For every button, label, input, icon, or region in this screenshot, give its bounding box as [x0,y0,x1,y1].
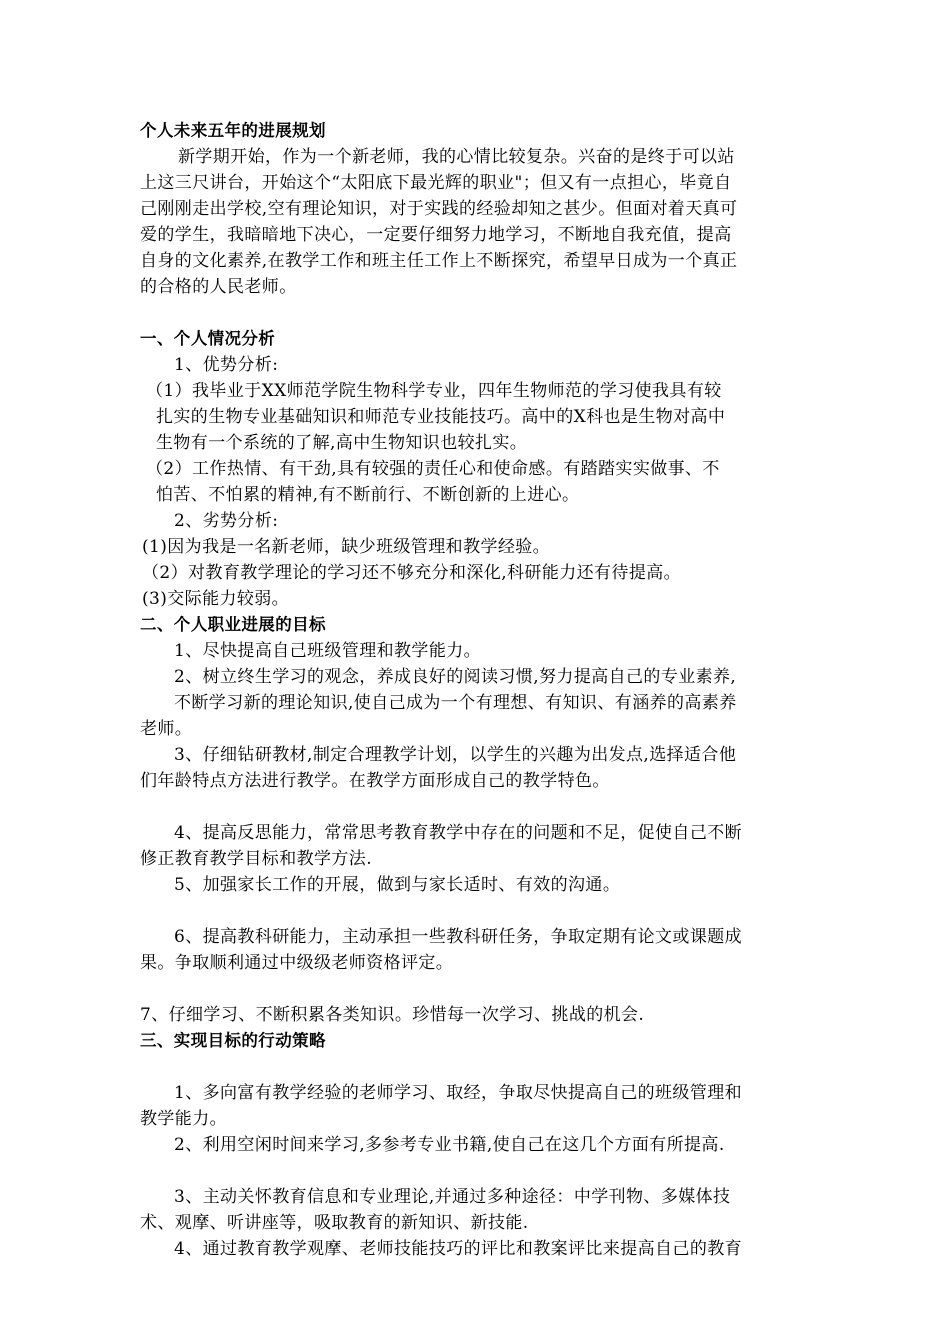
paragraph-line: 1、尽快提高自己班级管理和教学能力。 [174,641,482,661]
spacer [140,898,812,924]
intro-line: 己刚刚走出学校,空有理论知识，对于实践的经验却知之甚少。但面对着天真可 [140,199,738,219]
intro-line: 自身的文化素养,在教学工作和班主任工作上不断探究，希望早日成为一个真正 [140,251,738,271]
spacer [140,1158,812,1184]
paragraph-line: 怕苦、不怕累的精神,有不断前行、不断创新的上进心。 [156,485,580,505]
section-heading: 三、实现目标的行动策略 [140,1031,326,1050]
paragraph-line: 4、提高反思能力，常常思考教育教学中存在的问题和不足，促使自己不断 [174,823,743,843]
intro-line: 爱的学生，我暗暗地下决心，一定要仔细努力地学习，不断地自我充值，提高 [140,225,732,245]
paragraph-line: 2、树立终生学习的观念，养成良好的阅读习惯,努力提高自己的专业素养, [174,667,737,687]
paragraph-line: 教学能力。 [140,1109,227,1129]
paragraph-line: 果。争取顺利通过中级级老师资格评定。 [140,953,454,973]
paragraph-line: 3、仔细钻研教材,制定合理教学计划，以学生的兴趣为出发点,选择适合他 [174,745,737,765]
paragraph-line: 生物有一个系统的了解,高中生物知识也较扎实。 [156,433,528,453]
paragraph-line: 1、多向富有教学经验的老师学习、取经，争取尽快提高自己的班级管理和 [174,1083,743,1103]
paragraph-line: 7、仔细学习、不断积累各类知识。珍惜每一次学习、挑战的机会. [140,1005,645,1025]
paragraph-line: 3、主动关怀教育信息和专业理论,并通过多种途径：中学刊物、多媒体技 [174,1187,731,1207]
paragraph-line: 术、观摩、听讲座等，吸取教育的新知识、新技能. [140,1213,529,1233]
spacer [140,794,812,820]
section-heading: 一、个人情况分析 [140,329,276,348]
paragraph-line: 不断学习新的理论知识,使自己成为一个有理想、有知识、有涵养的高素养 [174,693,737,713]
intro-line: 的合格的人民老师。 [140,277,297,297]
paragraph-line: 修正教育教学目标和教学方法. [140,849,373,869]
paragraph-line: （1）我毕业于XX师范学院生物科学专业，四年生物师范的学习使我具有较 [146,381,722,401]
paragraph-line: (3)交际能力较弱。 [142,589,290,609]
paragraph-line: （2）工作热情、有干劲,具有较强的责任心和使命感。有踏踏实实做事、不 [146,459,720,479]
intro-line: 新学期开始，作为一个新老师，我的心情比较复杂。兴奋的是终于可以站 [178,147,735,167]
paragraph-line: 4、通过教育教学观摩、老师技能技巧的评比和教案评比来提高自己的教育 [174,1239,743,1259]
paragraph-line: （2）对教育教学理论的学习还不够充分和深化,科研能力还有待提高。 [142,563,682,583]
document-page [140,118,812,1262]
paragraph-line: 们年龄特点方法进行教学。在教学方面形成自己的教学特色。 [140,771,610,791]
section-heading: 二、个人职业进展的目标 [140,615,326,634]
spacer [140,300,812,326]
spacer [140,1054,812,1080]
paragraph-line: 老师。 [140,719,193,739]
paragraph-line: 扎实的生物专业基础知识和师范专业技能技巧。高中的X科也是生物对高中 [156,407,726,427]
subheading: 1、优势分析: [174,355,279,375]
document-title: 个人未来五年的进展规划 [140,121,326,140]
subheading: 2、劣势分析: [174,511,279,531]
paragraph-line: 5、加强家长工作的开展，做到与家长适时、有效的沟通。 [174,875,621,895]
paragraph-line: (1)因为我是一名新老师，缺少班级管理和教学经验。 [142,537,551,557]
paragraph-line: 6、提高教科研能力，主动承担一些教科研任务，争取定期有论文或课题成 [174,927,743,947]
paragraph-line: 2、利用空闲时间来学习,多参考专业书籍,使自己在这几个方面有所提高. [174,1135,725,1155]
intro-line: 上这三尺讲台，开始这个“太阳底下最光辉的职业"；但又有一点担心，毕竟自 [140,173,732,193]
spacer [140,976,812,1002]
